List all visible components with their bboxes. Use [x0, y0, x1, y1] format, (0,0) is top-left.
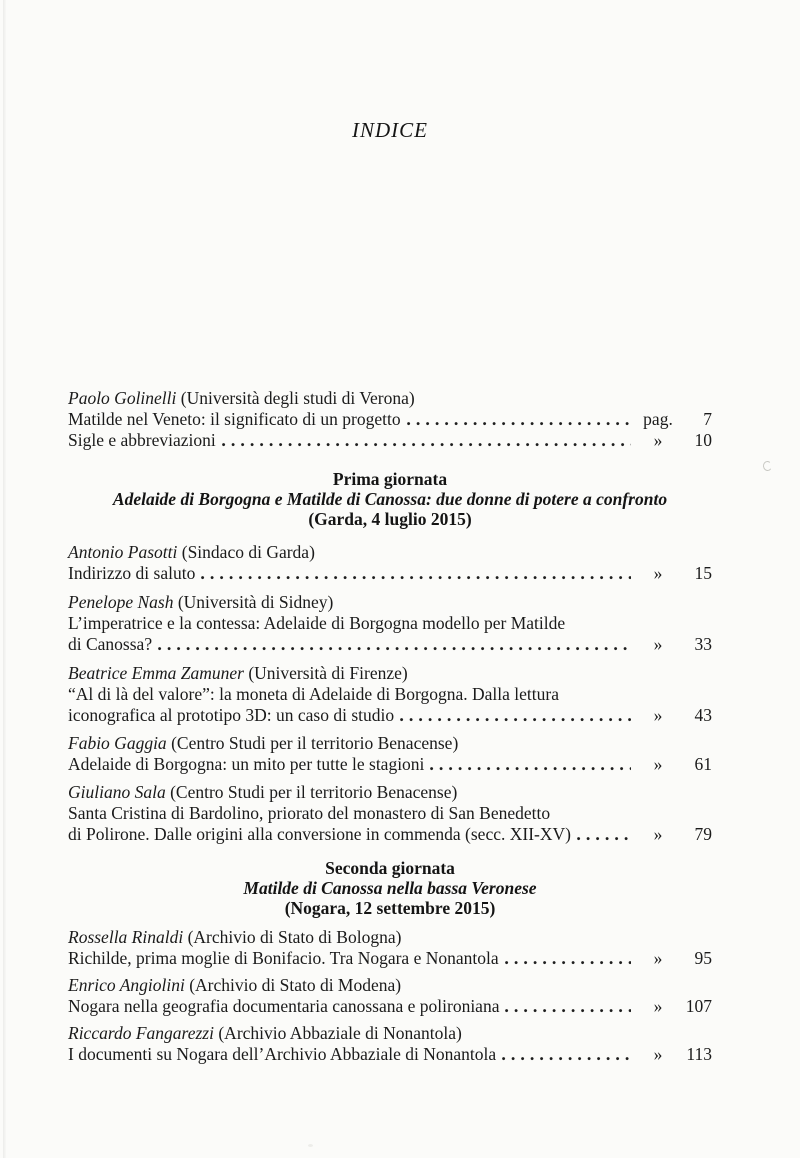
entry-title: Adelaide di Borgogna: un mito per tutte le stagioni [68, 754, 425, 774]
toc-content [68, 0, 712, 1065]
toc-entry [68, 1023, 712, 1065]
section-heading-line2: Adelaide di Borgogna e Matilde di Canossa: due donne di potere a confronto [112, 489, 668, 509]
section-heading [68, 858, 712, 918]
toc-entry-line [68, 996, 712, 1017]
toc-entry-line [68, 824, 712, 845]
toc-entry [68, 927, 712, 969]
dot-leader [502, 1057, 631, 1061]
author-affiliation: (Archivio di Stato di Bologna) [187, 927, 402, 947]
page-number: 61 [694, 754, 712, 774]
toc-entry [68, 782, 712, 845]
author-line [68, 388, 712, 409]
page-label: » [653, 996, 663, 1016]
toc-entry-line [68, 634, 712, 655]
author-name: Beatrice Emma Zamuner [68, 663, 244, 683]
author-name: Riccardo Fangarezzi [68, 1023, 214, 1043]
entry-title-wrap-line: “Al di là del valore”: la moneta di Adelaide di Borgogna. Dalla lettura [68, 684, 559, 704]
entry-title-wrap-line: L’imperatrice e la contessa: Adelaide di Borgogna modello per Matilde [68, 613, 566, 633]
toc-entry [68, 542, 712, 584]
author-affiliation: (Università di Sidney) [177, 592, 334, 612]
author-affiliation: (Archivio di Stato di Modena) [189, 975, 402, 995]
page-label: » [653, 824, 663, 844]
author-line [68, 975, 712, 996]
scan-edge-artifact [3, 0, 6, 1158]
section-heading-line1: Seconda giornata [325, 858, 455, 878]
author-name: Antonio Pasotti [68, 542, 178, 562]
page-number: 79 [694, 824, 712, 844]
page-number: 15 [694, 563, 712, 583]
page-title: INDICE [352, 118, 428, 142]
author-line [68, 1023, 712, 1044]
dot-leader [407, 422, 631, 426]
dot-leader [222, 443, 631, 447]
dot-leader [505, 1009, 631, 1013]
dot-leader [505, 961, 631, 965]
page-label: » [653, 563, 663, 583]
author-line [68, 733, 712, 754]
author-name: Penelope Nash [68, 592, 174, 612]
author-affiliation: (Centro Studi per il territorio Benacense) [171, 733, 459, 753]
page-label: » [653, 754, 663, 774]
page-number: 10 [694, 430, 712, 450]
author-line [68, 542, 712, 563]
page-number: 113 [686, 1044, 712, 1064]
toc-entry-line [68, 705, 712, 726]
entry-title-wrap-line: Santa Cristina di Bardolino, priorato del monastero di San Benedetto [68, 803, 551, 823]
entry-title: iconografica al prototipo 3D: un caso di studio [68, 705, 395, 725]
toc-entry-line [68, 948, 712, 969]
author-line [68, 782, 712, 803]
author-name: Fabio Gaggia [68, 733, 167, 753]
page-label: » [653, 430, 663, 450]
author-line [68, 592, 712, 613]
entry-title: Nogara nella geografia documentaria canossana e polironiana [68, 996, 500, 1016]
section-heading-line2: Matilde di Canossa nella bassa Veronese [243, 878, 537, 898]
author-affiliation: (Centro Studi per il territorio Benacense) [170, 782, 458, 802]
entry-title: I documenti su Nogara dell’Archivio Abbaziale di Nonantola [68, 1044, 497, 1064]
toc-entry-line [68, 430, 712, 451]
entry-title: di Canossa? [68, 634, 153, 654]
author-affiliation: (Università di Firenze) [248, 663, 408, 683]
page-label: » [653, 1044, 663, 1064]
section-heading [68, 469, 712, 529]
toc-entry [68, 592, 712, 655]
author-line [68, 663, 712, 684]
entry-title: Indirizzo di saluto [68, 563, 196, 583]
author-affiliation: (Sindaco di Garda) [181, 542, 315, 562]
dot-leader [201, 576, 631, 580]
toc-entry [68, 388, 712, 451]
author-name: Enrico Angiolini [68, 975, 185, 995]
page-number: 33 [694, 634, 712, 654]
page-number: 107 [685, 996, 712, 1016]
page-number: 7 [703, 409, 712, 429]
toc-entry [68, 663, 712, 726]
toc-entry-line [68, 409, 712, 430]
entry-title: Richilde, prima moglie di Bonifacio. Tra Nogara e Nonantola [68, 948, 499, 968]
section-heading-line3: (Nogara, 12 settembre 2015) [284, 898, 496, 918]
page-number: 43 [694, 705, 712, 725]
toc-entry-line [68, 563, 712, 584]
entry-title: Sigle e abbreviazioni [68, 430, 216, 450]
dot-leader [577, 837, 631, 841]
toc-entry [68, 975, 712, 1017]
page-label: » [653, 634, 663, 654]
author-line [68, 927, 712, 948]
toc-entry-line [68, 1044, 712, 1065]
author-affiliation: (Università degli studi di Verona) [180, 388, 415, 408]
author-affiliation: (Archivio Abbaziale di Nonantola) [218, 1023, 462, 1043]
entry-title: Matilde nel Veneto: il significato di un progetto [68, 409, 401, 429]
section-heading-line1: Prima giornata [332, 469, 448, 489]
dot-leader [400, 718, 631, 722]
scan-smudge-artifact [308, 1144, 313, 1147]
scan-artifact [762, 460, 772, 471]
author-name: Paolo Golinelli [68, 388, 177, 408]
toc-entry [68, 733, 712, 775]
page-number: 95 [694, 948, 712, 968]
section-heading-line3: (Garda, 4 luglio 2015) [308, 509, 472, 529]
page-label: » [653, 705, 663, 725]
author-name: Rossella Rinaldi [68, 927, 184, 947]
entry-title: di Polirone. Dalle origini alla conversione in commenda (secc. XII-XV) [68, 824, 571, 844]
page-label: » [653, 948, 663, 968]
dot-leader [430, 767, 631, 771]
page-label: pag. [643, 409, 673, 429]
dot-leader [158, 647, 631, 651]
toc-entry-line [68, 754, 712, 775]
author-name: Giuliano Sala [68, 782, 166, 802]
